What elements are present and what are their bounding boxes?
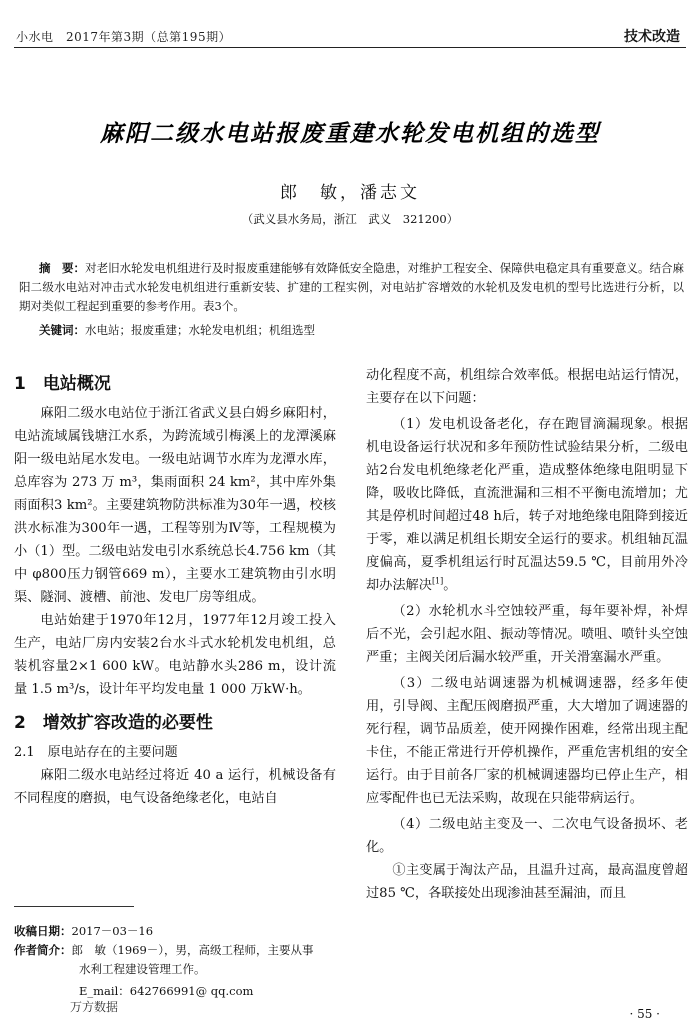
received-date-value: 2017－03－16: [71, 924, 154, 938]
subsection-2-1-heading: 2.1 原电站存在的主要问题: [14, 745, 178, 760]
section-1-heading: 1 电站概况: [14, 374, 111, 394]
right-column: [366, 364, 688, 905]
section-2-paragraph-1-continued: 动化程度不高，机组综合效率低。根据电站运行情况，主要存在以下问题：: [366, 368, 688, 406]
section-1-paragraph-1: 麻阳二级水电站位于浙江省武义县白姆乡麻阳村，电站流域属钱塘江水系，为跨流域引梅溪上的龙潭溪麻阳一级电站尾水发电。一级电站调节水库为龙潭水库，总库容为 273 万 m³，集雨面积 24 km²，其中库外集雨面积3 km²。主要建筑物防洪标准为30年一遇，校核洪水标准为300年一遇，工程等别为Ⅳ等，工程规模为小（1）型。二级电站发电引水系统总长4.756 km（其中 φ800压力钢管669 m），主要水工建筑物由引水明渠、隧洞、渡槽、前池、发电厂房等组成。: [14, 406, 336, 605]
problem-item-4: （4）二级电站主变及一、二次电气设备损坏、老化。: [366, 817, 688, 855]
author-bio-line-2: 水利工程建设管理工作。: [79, 962, 206, 976]
problem-item-1: [366, 413, 688, 597]
problem-item-3: （3）二级电站调速器为机械调速器，经多年使用，引导阀、主配压阀磨损严重，大大增加了调速器的死行程，调节品质差，使开网操作困难，经常出现主配卡住，不能正常进行开停机操作，严重危害机组的安全运行。由于目前各厂家的机械调速器均已停止生产，相应零配件也已无法采购，故现在只能带病运行。: [366, 676, 688, 806]
keywords-label: 关键词：: [39, 323, 85, 337]
author-bio-label: 作者简介：: [14, 943, 72, 957]
received-date: [14, 922, 344, 941]
journal-header: 小水电 2017年第3期（总第195期）: [16, 30, 232, 44]
keywords-text: 水电站；报废重建；水轮发电机组；机组选型: [85, 323, 315, 337]
citation-1: [1]: [431, 576, 444, 586]
problem-item-1-text: （1）发电机设备老化，存在跑冒滴漏现象。根据机电设备运行状况和多年预防性试验结果分析，二级电站2台发电机绝缘老化严重，造成整体绝缘电阻明显下降，吸收比降低，直流泄漏和三相不平衡电流增加；尤其是停机时间超过48 h后，转子对地绝缘电阻降到接近于零，难以满足机组长期安全运行的要求。机组轴瓦温度偏高，夏季机组运行时瓦温达59.5 ℃，目前用外冷却办法解决: [366, 417, 688, 593]
section-2-paragraph-1: 麻阳二级水电站经过将近 40 a 运行，机械设备有不同程度的磨损，电气设备绝缘老化，电站自: [14, 768, 336, 806]
problem-item-4-sub-1: ①主变属于淘汰产品，且温升过高，最高温度曾超过85 ℃，各联接处出现渗油甚至漏油，而且: [366, 863, 688, 901]
author-bio: [14, 941, 344, 960]
page-number: · 55 ·: [629, 1007, 660, 1021]
watermark: 万方数据: [70, 1000, 119, 1014]
affiliation: （武义县水务局，浙江 武义 321200）: [241, 212, 459, 226]
section-label: 技术改造: [624, 29, 680, 45]
abstract: [19, 259, 684, 316]
left-column: [14, 368, 336, 810]
article-title: 麻阳二级水电站报废重建水轮发电机组的选型: [100, 121, 600, 147]
received-date-label: 收稿日期：: [14, 924, 72, 938]
abstract-text: 对老旧水轮发电机组进行及时报废重建能够有效降低安全隐患，对维护工程安全、保障供电稳定具有重要意义。结合麻阳二级水电站对冲击式水轮发电机组进行重新安装、扩建的工程实例，对电站扩容增效的水轮机及发电机的型号比选进行分析，以期对类似工程起到重要的参考作用。表3个。: [19, 261, 684, 313]
section-2-heading: 2 增效扩容改造的必要性: [14, 713, 213, 733]
footnote-divider: [14, 906, 134, 907]
authors: 郎 敏，潘志文: [280, 183, 420, 203]
author-email: E_mail：642766991@ qq.com: [79, 984, 254, 998]
problem-item-2: （2）水轮机水斗空蚀较严重，每年要补焊，补焊后不光，会引起水阻、振动等情况。喷咀、喷针头空蚀严重；主阀关闭后漏水较严重，开关滑塞漏水严重。: [366, 604, 688, 665]
author-bio-line-1: 郎 敏（1969－），男，高级工程师，主要从事: [71, 943, 314, 957]
keywords: [39, 321, 684, 340]
abstract-label: 摘 要：: [39, 261, 86, 275]
section-1-paragraph-2: 电站始建于1970年12月，1977年12月竣工投入生产，电站厂房内安装2台水斗式水轮机发电机组，总装机容量2×1 600 kW。电站静水头286 m，设计流量 1.5 m³/s，设计年平均发电量 1 000 万kW·h。: [14, 613, 336, 697]
problem-item-1-end: 。: [443, 578, 457, 593]
header-divider: [14, 47, 686, 48]
